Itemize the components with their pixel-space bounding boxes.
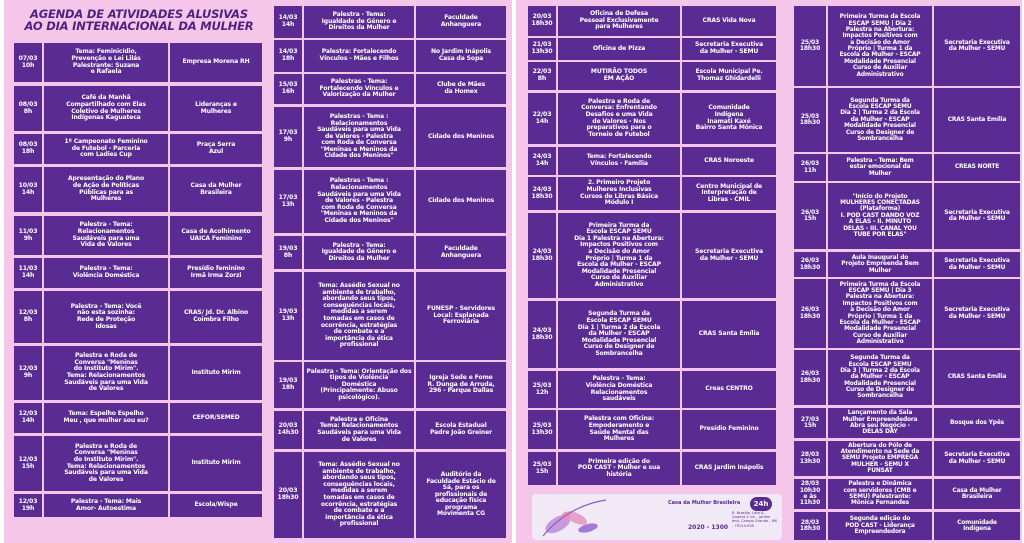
activity-cell: Tema: Fortalecendo Vínculos - Família xyxy=(558,147,680,175)
footer-years: 2020 - 1300 xyxy=(688,524,729,531)
schedule-row xyxy=(274,272,506,360)
location-cell: Igreja Sede e Fome R. Dunga de Arruda, 296 - Parque Dallas xyxy=(416,362,506,408)
date-cell: 07/03 10h xyxy=(14,43,42,82)
location-cell: No Jardim Inápolis Casa da Sopa xyxy=(416,40,506,72)
schedule-row xyxy=(274,362,506,408)
schedule-row xyxy=(528,452,776,485)
location-cell: Escola/Wispe xyxy=(170,494,262,517)
schedule-row xyxy=(14,291,262,343)
location-cell: Praça Serra Azul xyxy=(170,134,262,164)
date-cell: 17/03 9h xyxy=(274,107,302,167)
schedule-row xyxy=(794,279,1020,348)
activity-cell: Palestra - Tema: Igualdade de Gênero e Direitos da Mulher xyxy=(304,236,414,269)
schedule-row xyxy=(794,350,1020,405)
location-cell: CRAS Santa Emília xyxy=(682,301,776,368)
date-cell: 25/03 13h30 xyxy=(528,410,556,449)
activity-cell: Palestras - Tema : Relacionamentos Saudáveis para uma Vida de Valores - Palestra com Roda de Conversa "Meninas e Meninos da Cidade dos Meninos" xyxy=(304,170,414,233)
activity-cell: Palestra: Fortalecendo Vínculos - Mães e Filhos xyxy=(304,40,414,72)
activity-cell: 2. Primeiro Projeto Mulheres Inclusivas Cursos de Libras Básica Módulo I xyxy=(558,177,680,210)
schedule-row xyxy=(794,479,1020,509)
activity-cell: Palestra com Oficina: Empoderamento e Saúde Mental das Mulheres xyxy=(558,410,680,449)
location-cell: Secretaria Executiva da Mulher - SEMU xyxy=(934,6,1020,86)
activity-cell: Tema: Assédio Sexual no ambiente de trabalho, abordando seus tipos, consequências locais, medidas a serem tomadas em casos de ocorrência, estratégias de combate e a importância da ética profissional xyxy=(304,272,414,360)
title-line-2: AO DIA INTERNACIONAL DA MULHER xyxy=(24,19,254,33)
date-cell: 22/03 14h xyxy=(528,93,556,144)
schedule-row xyxy=(14,86,262,131)
schedule-row xyxy=(14,494,262,517)
activity-cell: Segunda Turma da Escola ESCAP SEMU Dia 2 | Turma 2 da Escola da Mulher - ESCAP Modalidade Presencial Curso de Designer de Sombrancelha xyxy=(828,88,932,152)
activity-cell: Oficina de Pizza xyxy=(558,38,680,60)
schedule-row xyxy=(14,346,262,400)
date-cell: 26/03 15h xyxy=(794,183,826,249)
schedule-row xyxy=(528,410,776,449)
activity-cell: Palestras - Tema: Fortalecendo Vínculos e Valorização da Mulher xyxy=(304,74,414,104)
location-cell: Escola Municipal Pe. Thomaz Ghidardelli xyxy=(682,62,776,90)
activity-cell: Apresentação do Plano de Ação de Políticas Públicas para as Mulheres xyxy=(44,167,168,212)
date-cell: 20/03 18h30 xyxy=(528,6,556,36)
location-cell: CRAS Santa Emília xyxy=(934,350,1020,405)
date-cell: 11/03 9h xyxy=(14,216,42,255)
date-cell: 24/03 18h30 xyxy=(528,301,556,368)
date-cell: 17/03 13h xyxy=(274,170,302,233)
location-cell: CRAS Jardim Inápolis xyxy=(682,452,776,485)
schedule-row xyxy=(528,93,776,144)
location-cell: Lideranças e Mulheres xyxy=(170,86,262,131)
schedule-column-1 xyxy=(14,0,262,543)
footer-org: Casa da Mulher Brasileira xyxy=(668,500,741,506)
schedule-column-3 xyxy=(528,0,776,543)
activity-cell: Palestra - Tema: Você não esta sozinha: Rede de Proteção Idosas xyxy=(44,291,168,343)
title-line-1: AGENDA DE ATIVIDADES ALUSIVAS xyxy=(30,7,248,21)
schedule-row xyxy=(14,43,262,82)
date-cell: 12/03 14h xyxy=(14,403,42,433)
location-cell: Cidade dos Meninos xyxy=(416,170,506,233)
date-cell: 20/03 14h30 xyxy=(274,411,302,449)
location-cell: Presídio Feminino xyxy=(682,410,776,449)
activity-cell: Primeira edição do POD CAST - Mulher e sua história xyxy=(558,452,680,485)
schedule-row xyxy=(274,74,506,104)
activity-cell: Lançamento da Sala Mulher Empreendedora Abra seu Negócio - DELAS DAY xyxy=(828,408,932,438)
schedule-row xyxy=(14,216,262,255)
schedule-column-4 xyxy=(794,0,1020,543)
activity-cell: Segunda edição do POD CAST - Liderança Empreendedora xyxy=(828,512,932,540)
activity-cell: Oficina de Defesa Pessoal Exclusivamente para Mulheres xyxy=(558,6,680,36)
activity-cell: Segunda Turma da Escola ESCAP SEMU Dia 1 | Turma 2 da Escola da Mulher - ESCAP Modalidade Presencial Curso de Designer de Sombrancelha xyxy=(558,301,680,368)
date-cell: 26/03 18h30 xyxy=(794,252,826,277)
location-cell: Comunidade Indígena xyxy=(934,512,1020,540)
location-cell: CRAS Santa Emília xyxy=(934,88,1020,152)
activity-cell: Primeira Turma da Escola ESCAP SEMU | Dia 2 Palestra na Abertura: Impactos Positivos com a Decisão do Amor Próprio | Turma 1 da Escola da Mulher - ESCAP Modalidade Presencial Curso de Auxiliar Administrativo xyxy=(828,6,932,86)
schedule-row xyxy=(794,154,1020,181)
date-cell: 26/03 11h xyxy=(794,154,826,181)
activity-cell: Primeira Turma da Escola ESCAP SEMU Dia 1 Palestra na Abertura: Impactos Positivos com a Decisão do Amor Próprio | Turma 1 da Escola da Mulher - ESCAP Modalidade Presencial Curso de Auxiliar Administrativo xyxy=(558,213,680,298)
schedule-row xyxy=(274,236,506,269)
schedule-row xyxy=(528,213,776,298)
date-cell: 22/03 8h xyxy=(528,62,556,90)
schedule-row xyxy=(794,6,1020,86)
location-cell: Casa da Mulher Brasileira xyxy=(934,479,1020,509)
schedule-row xyxy=(14,134,262,164)
activity-cell: Palestra e Roda de Conversa "Meninas do Instituto Mirim". Tema: Relacionamentos Saudáveis para uma Vida de Valores xyxy=(44,346,168,400)
activity-cell: Palestra - Tema: Violência Doméstica Relacionamentos saudáveis xyxy=(558,371,680,408)
schedule-row xyxy=(528,147,776,175)
activity-cell: Palestra - Tema: Violência Doméstica xyxy=(44,258,168,288)
location-cell: Casa de Acolhimento UAICA Feminino xyxy=(170,216,262,255)
location-cell: Secretaria Executiva da Mulher - SEMU xyxy=(934,252,1020,277)
location-cell: Bosque dos Ypês xyxy=(934,408,1020,438)
activity-cell: Palestra e Dinâmica com servidores (CMB e SEMU) Palestrante: Mônica Fernandes xyxy=(828,479,932,509)
date-cell: 19/03 13h xyxy=(274,272,302,360)
schedule-row xyxy=(274,6,506,38)
location-cell: Creas CENTRO xyxy=(682,371,776,408)
location-cell: CRAS Noroeste xyxy=(682,147,776,175)
schedule-row xyxy=(14,258,262,288)
location-cell: Auditório da Faculdade Estácio de Sá, para os profissionais de educação física programa Movimenta CG xyxy=(416,452,506,538)
location-cell: Secretaria Executiva da Mulher - SEMU xyxy=(934,183,1020,249)
activity-cell: Primeira Turma da Escola ESCAP SEMU | Dia 3 Palestra na Abertura: Impactos Positivos com a Decisão do Amor Próprio | Turma 1 da Escola da Mulher - ESCAP Modalidade Presencial Curso de Auxiliar Administrativo xyxy=(828,279,932,348)
date-cell: 14/03 18h xyxy=(274,40,302,72)
location-cell: CRAS Vida Nova xyxy=(682,6,776,36)
location-cell: Casa da Mulher Brasileira xyxy=(170,167,262,212)
location-cell: Presídio feminino Irmã Irma Zorzi xyxy=(170,258,262,288)
activity-cell: Palestra e Roda de Conversa "Meninas do Instituto Mirim". Tema: Relacionamentos Saudáveis para uma Vida de Valores xyxy=(44,436,168,491)
activity-cell: Palestra - Tema: Bem estar emocional da Mulher xyxy=(828,154,932,181)
schedule-row xyxy=(528,371,776,408)
schedule-row xyxy=(794,408,1020,438)
date-cell: 25/03 18h30 xyxy=(794,88,826,152)
date-cell: 27/03 15h xyxy=(794,408,826,438)
left-panel xyxy=(4,0,512,543)
date-cell: 08/03 18h xyxy=(14,134,42,164)
activity-cell: Palestra - Tema: Igualdade de Gênero e Direitos da Mulher xyxy=(304,6,414,38)
schedule-row xyxy=(274,40,506,72)
location-cell: CREAS NORTE xyxy=(934,154,1020,181)
schedule-row xyxy=(794,512,1020,540)
date-cell: 26/03 18h30 xyxy=(794,279,826,348)
activity-cell: Palestra - Tema: Relacionamentos Saudáveis para uma Vida de Valores xyxy=(44,216,168,255)
activity-cell: Palestras - Tema : Relacionamentos Saudáveis para uma Vida de Valores - Palestra com Roda de Conversa "Meninas e Meninos da Cidade dos Meninos" xyxy=(304,107,414,167)
location-cell: CEFOR/SEMED xyxy=(170,403,262,433)
location-cell: CRAS/ Jd. Dr. Albino Coimbra Filho xyxy=(170,291,262,343)
schedule-row xyxy=(794,441,1020,476)
activity-cell: Tema: Assédio Sexual no ambiente de trabalho, abordando seus tipos, consequências locais, medidas a serem tomadas em casos de ocorrência, estratégias de combate e a importância da ética profissional xyxy=(304,452,414,538)
schedule-row xyxy=(274,411,506,449)
date-cell: 24/03 18h30 xyxy=(528,177,556,210)
schedule-row xyxy=(794,88,1020,152)
date-cell: 08/03 8h xyxy=(14,86,42,131)
date-cell: 12/03 19h xyxy=(14,494,42,517)
location-cell: Secretaria Executiva da Mulher - SEMU xyxy=(934,441,1020,476)
location-cell: Centro Municipal de Interpretação de Libras - CMIL xyxy=(682,177,776,210)
activity-cell: Tema: Espelho Espelho Meu , que mulher sou eu? xyxy=(44,403,168,433)
location-cell: Comunidade Indígena Inamati Kaxé Bairro Santa Mônica xyxy=(682,93,776,144)
activity-cell: Palestra e Oficina Tema: Relacionamentos Saudáveis para uma Vida de Valores xyxy=(304,411,414,449)
activity-cell: "Início do Projeto MULHERES CONECTADAS (Plataforma) I. POD CAST DANDO VOZ A ELAS - II. MINUTO DELAS - III. CANAL YOU TUBE POR ELAS" xyxy=(828,183,932,249)
schedule-row xyxy=(14,403,262,433)
schedule-column-2 xyxy=(274,0,506,543)
location-cell: Clube de Mães da Homex xyxy=(416,74,506,104)
activity-cell: Palestra - Tema: Orientação dos tipos de Violência Doméstica (Principalmente: Abuso psicológico). xyxy=(304,362,414,408)
activity-cell: Segunda Turma da Escola ESCAP SEMU Dia 3 | Turma 2 da Escola da Mulher - ESCAP Modalidade Presencial Curso de Designer de Sombrancelha xyxy=(828,350,932,405)
activity-cell: Palestra - Tema: Mais Amor- Autoestima xyxy=(44,494,168,517)
date-cell: 26/03 18h30 xyxy=(794,350,826,405)
location-cell: Empresa Morena RH xyxy=(170,43,262,82)
date-cell: 25/03 18h30 xyxy=(794,6,826,86)
activity-cell: Abertura do Pólo de Atendimento na Sede da SEMU Projeto EMPREGA MULHER - SEMU X FUNSAT xyxy=(828,441,932,476)
activity-cell: Café da Manhã Compartilhado com Elas Coletivo de Mulheres Indígenas Kaguateca xyxy=(44,86,168,131)
date-cell: 28/03 13h30 xyxy=(794,441,826,476)
location-cell: Cidade dos Meninos xyxy=(416,107,506,167)
date-cell: 10/03 14h xyxy=(14,167,42,212)
location-cell: Instituto Mirim xyxy=(170,436,262,491)
date-cell: 12/03 9h xyxy=(14,346,42,400)
date-cell: 15/03 16h xyxy=(274,74,302,104)
location-cell: Escola Estadual Padre João Greiner xyxy=(416,411,506,449)
schedule-row xyxy=(274,170,506,233)
location-cell: Faculdade Anhanguera xyxy=(416,6,506,38)
date-cell: 28/03 18h30 xyxy=(794,512,826,540)
schedule-row xyxy=(794,252,1020,277)
location-cell: Secretaria Executiva da Mulher - SEMU xyxy=(682,38,776,60)
right-panel xyxy=(516,0,1022,543)
schedule-row xyxy=(274,107,506,167)
activity-cell: Aula Inaugural do Projeto Empreenda Bem Mulher xyxy=(828,252,932,277)
location-cell: FUNESP - Servidores Local: Esplanada Ferroviária xyxy=(416,272,506,360)
schedule-row xyxy=(528,38,776,60)
location-cell: Secretaria Executiva da Mulher - SEMU xyxy=(682,213,776,298)
activity-cell: Tema: Feminicídio, Prevenção e Lei Lilás Palestrante: Suzana e Rafaela xyxy=(44,43,168,82)
date-cell: 19/03 18h xyxy=(274,362,302,408)
activity-cell: Palestra e Roda de Conversa: Enfrentando Desafios e uma Vida de Valores - Nos preparativos para o Torneio de Futebol xyxy=(558,93,680,144)
schedule-row xyxy=(14,436,262,491)
schedule-row xyxy=(794,183,1020,249)
date-cell: 24/03 14h xyxy=(528,147,556,175)
date-cell: 11/03 14h xyxy=(14,258,42,288)
date-cell: 25/03 12h xyxy=(528,371,556,408)
schedule-row xyxy=(528,301,776,368)
date-cell: 28/03 10h30 e às 11h30 xyxy=(794,479,826,509)
date-cell: 20/03 18h30 xyxy=(274,452,302,538)
location-cell: Secretaria Executiva da Mulher - SEMU xyxy=(934,279,1020,348)
schedule-row xyxy=(528,6,776,36)
location-cell: Instituto Mirim xyxy=(170,346,262,400)
date-cell: 12/03 15h xyxy=(14,436,42,491)
activity-cell: MUTIRÃO TODOS EM AÇÃO xyxy=(558,62,680,90)
schedule-row xyxy=(528,177,776,210)
date-cell: 24/03 18h30 xyxy=(528,213,556,298)
date-cell: 21/03 13h30 xyxy=(528,38,556,60)
footer-address: R. Brasília, Lote A, Quadra 2 s/n - Jardim Imá, Campo Grande - MS - 79114-000 xyxy=(732,511,778,528)
schedule-row xyxy=(14,167,262,212)
schedule-row xyxy=(274,452,506,538)
activity-cell: 1º Campeonato Feminino de Futebol - Parceria com Ladies Cup xyxy=(44,134,168,164)
footer-hours-badge: 24h xyxy=(750,497,772,511)
location-cell: Faculdade Anhanguera xyxy=(416,236,506,269)
date-cell: 12/03 8h xyxy=(14,291,42,343)
date-cell: 14/03 14h xyxy=(274,6,302,38)
date-cell: 25/03 15h xyxy=(528,452,556,485)
schedule-row xyxy=(528,62,776,90)
date-cell: 19/03 8h xyxy=(274,236,302,269)
